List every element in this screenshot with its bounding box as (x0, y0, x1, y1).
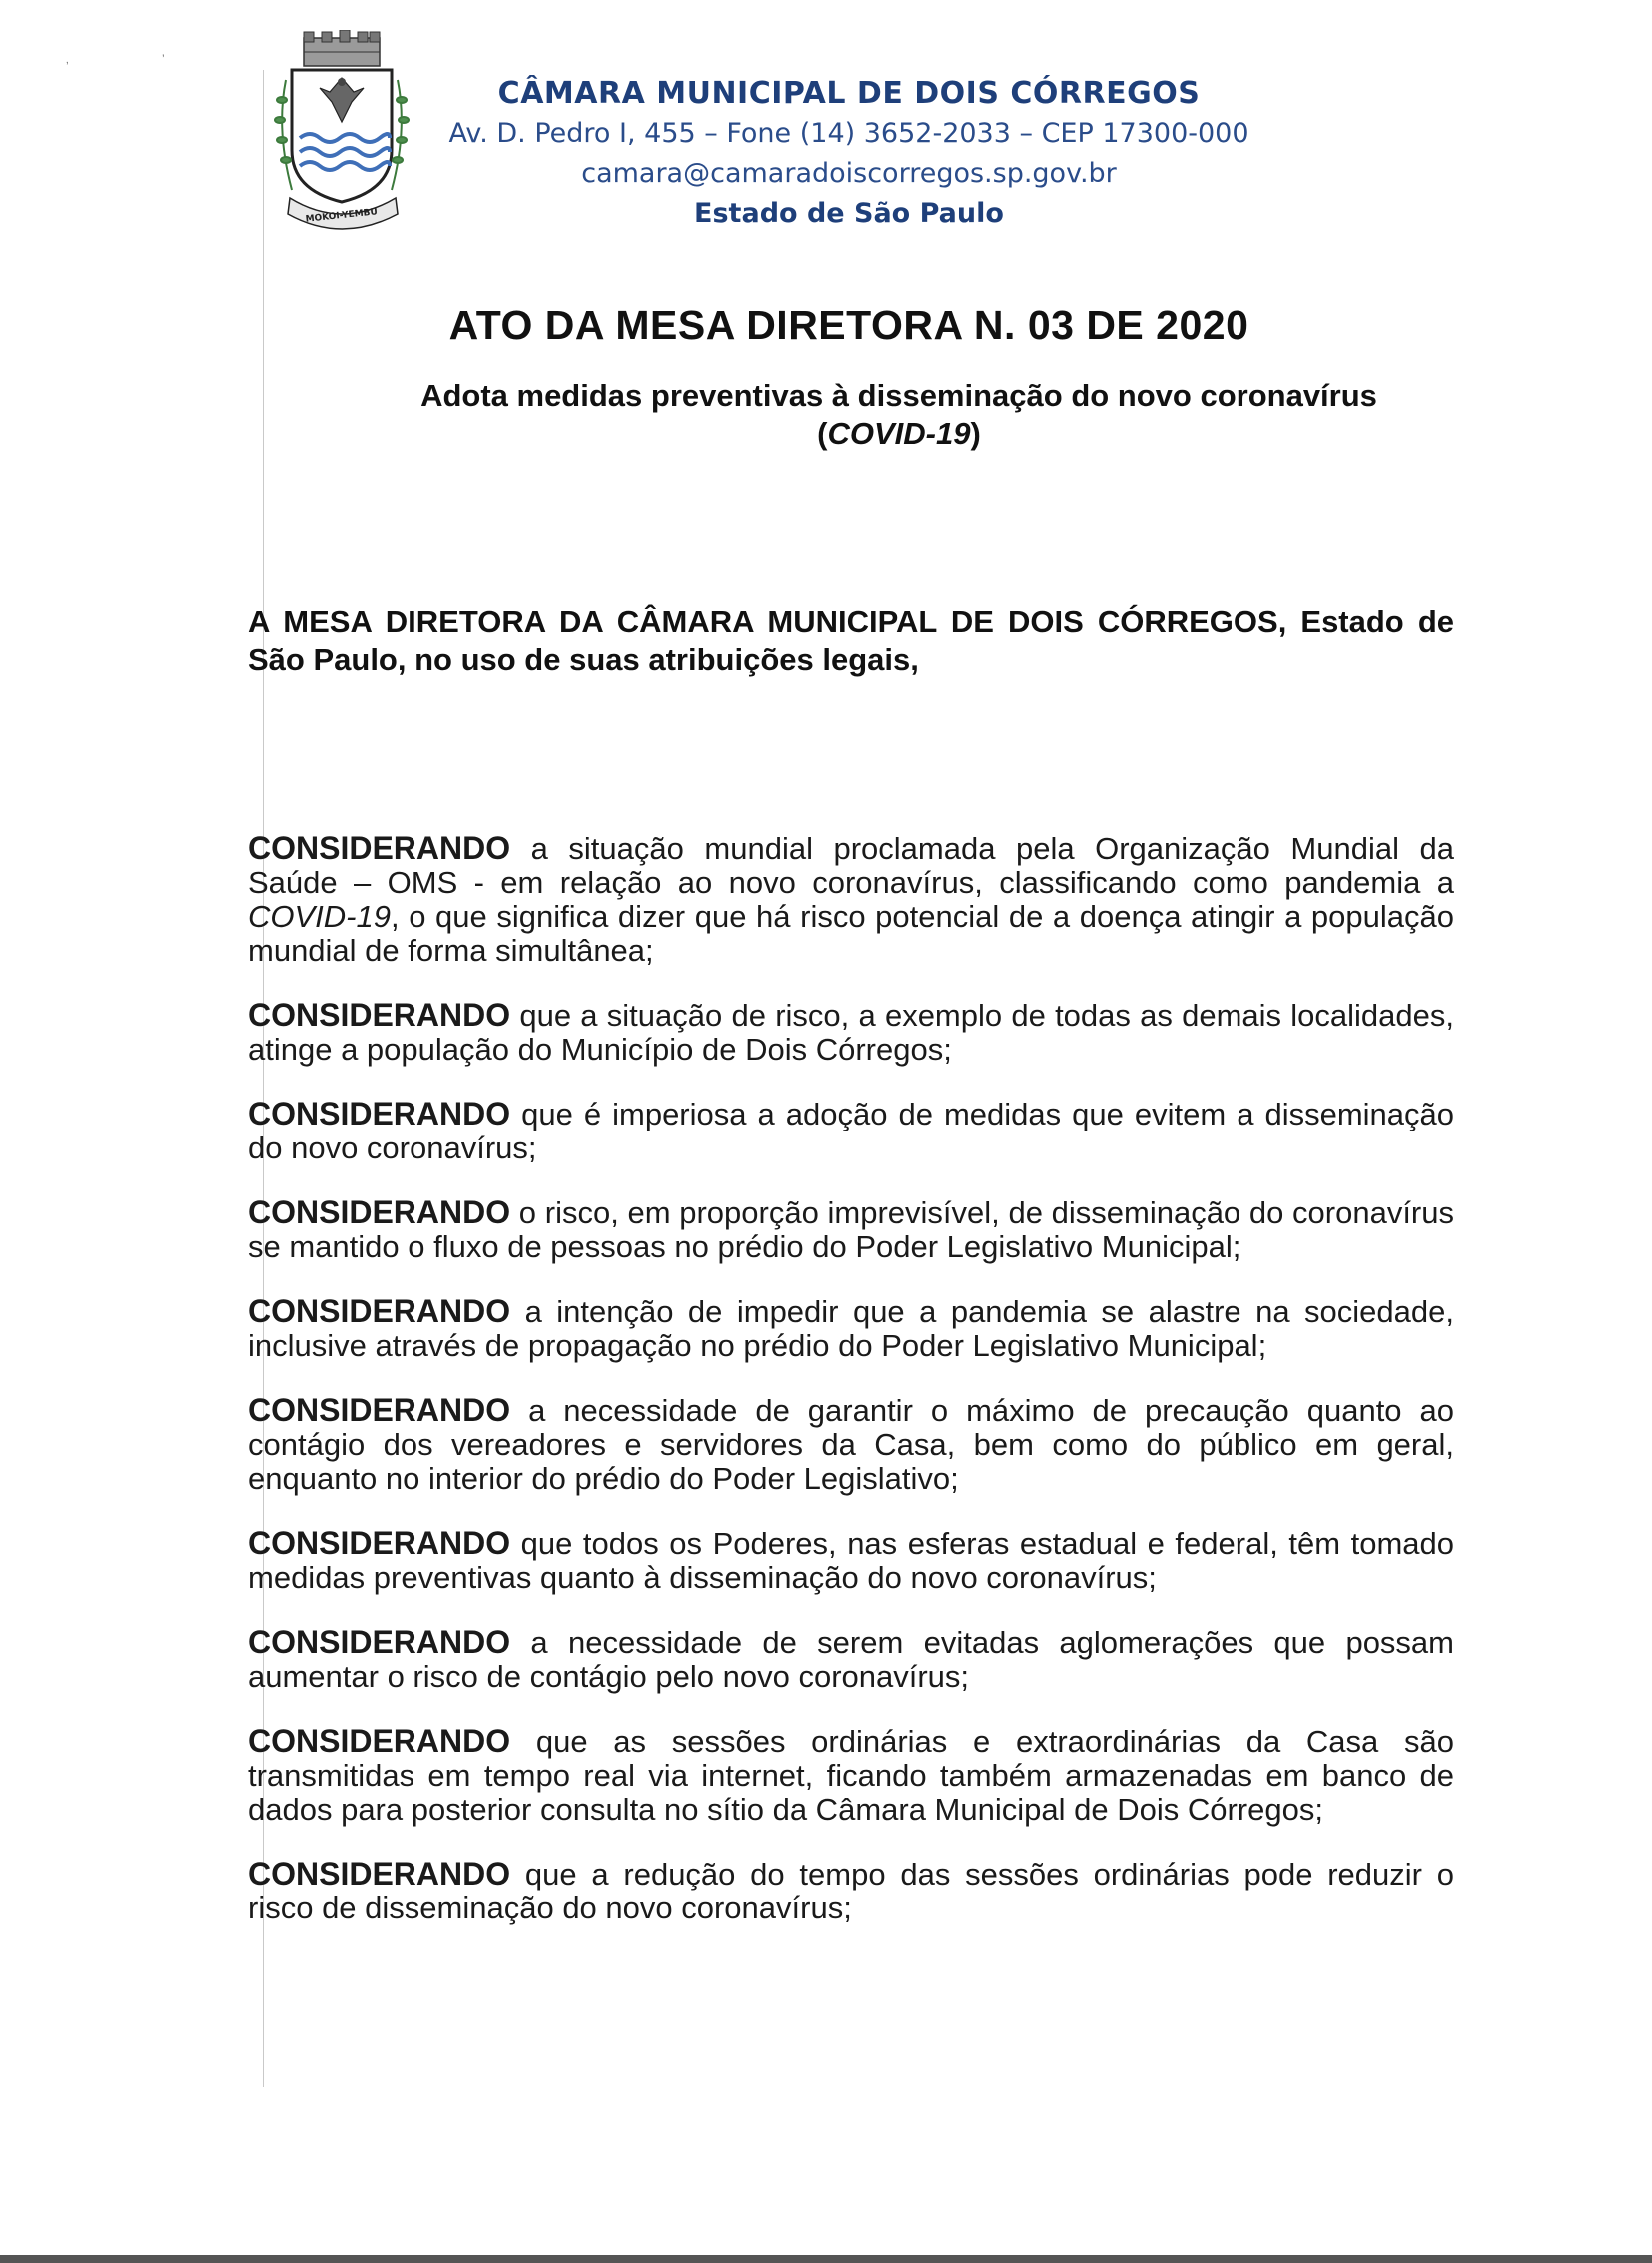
consideration-paragraph (248, 1294, 1454, 1363)
subtitle-line: Adota medidas preventivas à disseminação do novo coronavírus (420, 378, 1377, 413)
consideration-keyword: CONSIDERANDO (248, 1392, 511, 1428)
organization-name: CÂMARA MUNICIPAL DE DOIS CÓRREGOS (497, 76, 1201, 111)
consideration-keyword: CONSIDERANDO (248, 1194, 511, 1230)
consideration-keyword: CONSIDERANDO (248, 830, 511, 866)
municipal-crest-logo (262, 30, 421, 240)
consideration-paragraph (248, 1724, 1454, 1827)
consideration-text: que é imperiosa a adoção de medidas que evitem a disseminação do novo coronavírus; (248, 1097, 1454, 1165)
consideration-text: que a redução do tempo das sessões ordinárias pode reduzir o risco de disseminação do novo coronavírus; (248, 1857, 1454, 1925)
consideration-text: o risco, em proporção imprevisível, de disseminação do coronavírus se mantido o fluxo de pessoas no prédio do Poder Legislativo Municipal; (248, 1195, 1454, 1264)
consideration-text: a necessidade de serem evitadas aglomerações que possam aumentar o risco de contágio pelo novo coronavírus; (248, 1625, 1454, 1694)
crest-motto: MOKOI-YEMBU (305, 207, 379, 225)
crest-crown (304, 30, 380, 66)
scan-speck: ‚ (66, 52, 69, 66)
consideration-paragraph (248, 1526, 1454, 1595)
consideration-italic: COVID-19 (248, 899, 391, 934)
consideration-paragraph (248, 831, 1454, 968)
consideration-keyword: CONSIDERANDO (248, 1856, 511, 1891)
consideration-paragraph (248, 1097, 1454, 1165)
consideration-keyword: CONSIDERANDO (248, 1525, 511, 1561)
scan-speck: ’ (162, 52, 165, 66)
consideration-keyword: CONSIDERANDO (248, 1096, 511, 1132)
consideration-keyword: CONSIDERANDO (248, 1624, 511, 1660)
consideration-text: a necessidade de garantir o máximo de precaução quanto ao contágio dos vereadores e servidores da Casa, bem como do público em geral, enquanto no interior do prédio do Poder Legislativo; (248, 1393, 1454, 1496)
consideration-paragraph (248, 1393, 1454, 1496)
consideration-text-after: , o que significa dizer que há risco potencial de a doença atingir a população mundial de forma simultânea; (248, 899, 1454, 968)
consideration-text: que todos os Poderes, nas esferas estadual e federal, têm tomado medidas preventivas quanto à disseminação do novo coronavírus; (248, 1526, 1454, 1595)
letterhead (419, 74, 1278, 234)
considerations-list (248, 831, 1454, 1955)
consideration-paragraph (248, 1195, 1454, 1264)
organization-state: Estado de São Paulo (694, 198, 1004, 229)
subtitle-paren-open: ( (817, 416, 828, 451)
preamble: A MESA DIRETORA DA CÂMARA MUNICIPAL DE DOIS CÓRREGOS, Estado de São Paulo, no uso de suas atribuições legais, (248, 604, 1454, 677)
subtitle-paren-close: ) (970, 416, 981, 451)
consideration-text: a intenção de impedir que a pandemia se alastre na sociedade, inclusive através de propagação no prédio do Poder Legislativo Municipal; (248, 1294, 1454, 1363)
consideration-keyword: CONSIDERANDO (248, 1293, 511, 1329)
consideration-keyword: CONSIDERANDO (248, 997, 511, 1033)
document-title: ATO DA MESA DIRETORA N. 03 DE 2020 (448, 302, 1249, 348)
consideration-text: a situação mundial proclamada pela Organização Mundial da Saúde – OMS - em relação ao novo coronavírus, classificando como pandemia a (248, 831, 1454, 900)
consideration-paragraph (248, 1857, 1454, 1925)
organization-email: camara@camaradoiscorregos.sp.gov.br (581, 158, 1117, 189)
consideration-keyword: CONSIDERANDO (248, 1723, 511, 1759)
scan-bottom-edge (0, 2255, 1652, 2263)
consideration-paragraph (248, 1625, 1454, 1694)
document-subtitle (330, 377, 1468, 453)
consideration-text: que a situação de risco, a exemplo de todas as demais localidades, atinge a população do Município de Dois Córregos; (248, 998, 1454, 1067)
organization-address: Av. D. Pedro I, 455 – Fone (14) 3652-2033 – CEP 17300-000 (448, 118, 1249, 149)
consideration-paragraph (248, 998, 1454, 1067)
subtitle-covid: COVID-19 (827, 416, 971, 451)
consideration-text: que as sessões ordinárias e extraordinárias da Casa são transmitidas em tempo real via internet, ficando também armazenadas em banco de dados para posterior consulta no sítio da Câmara Municipal de Dois Córregos; (248, 1724, 1454, 1827)
subtitle-covid-line (330, 415, 1468, 453)
